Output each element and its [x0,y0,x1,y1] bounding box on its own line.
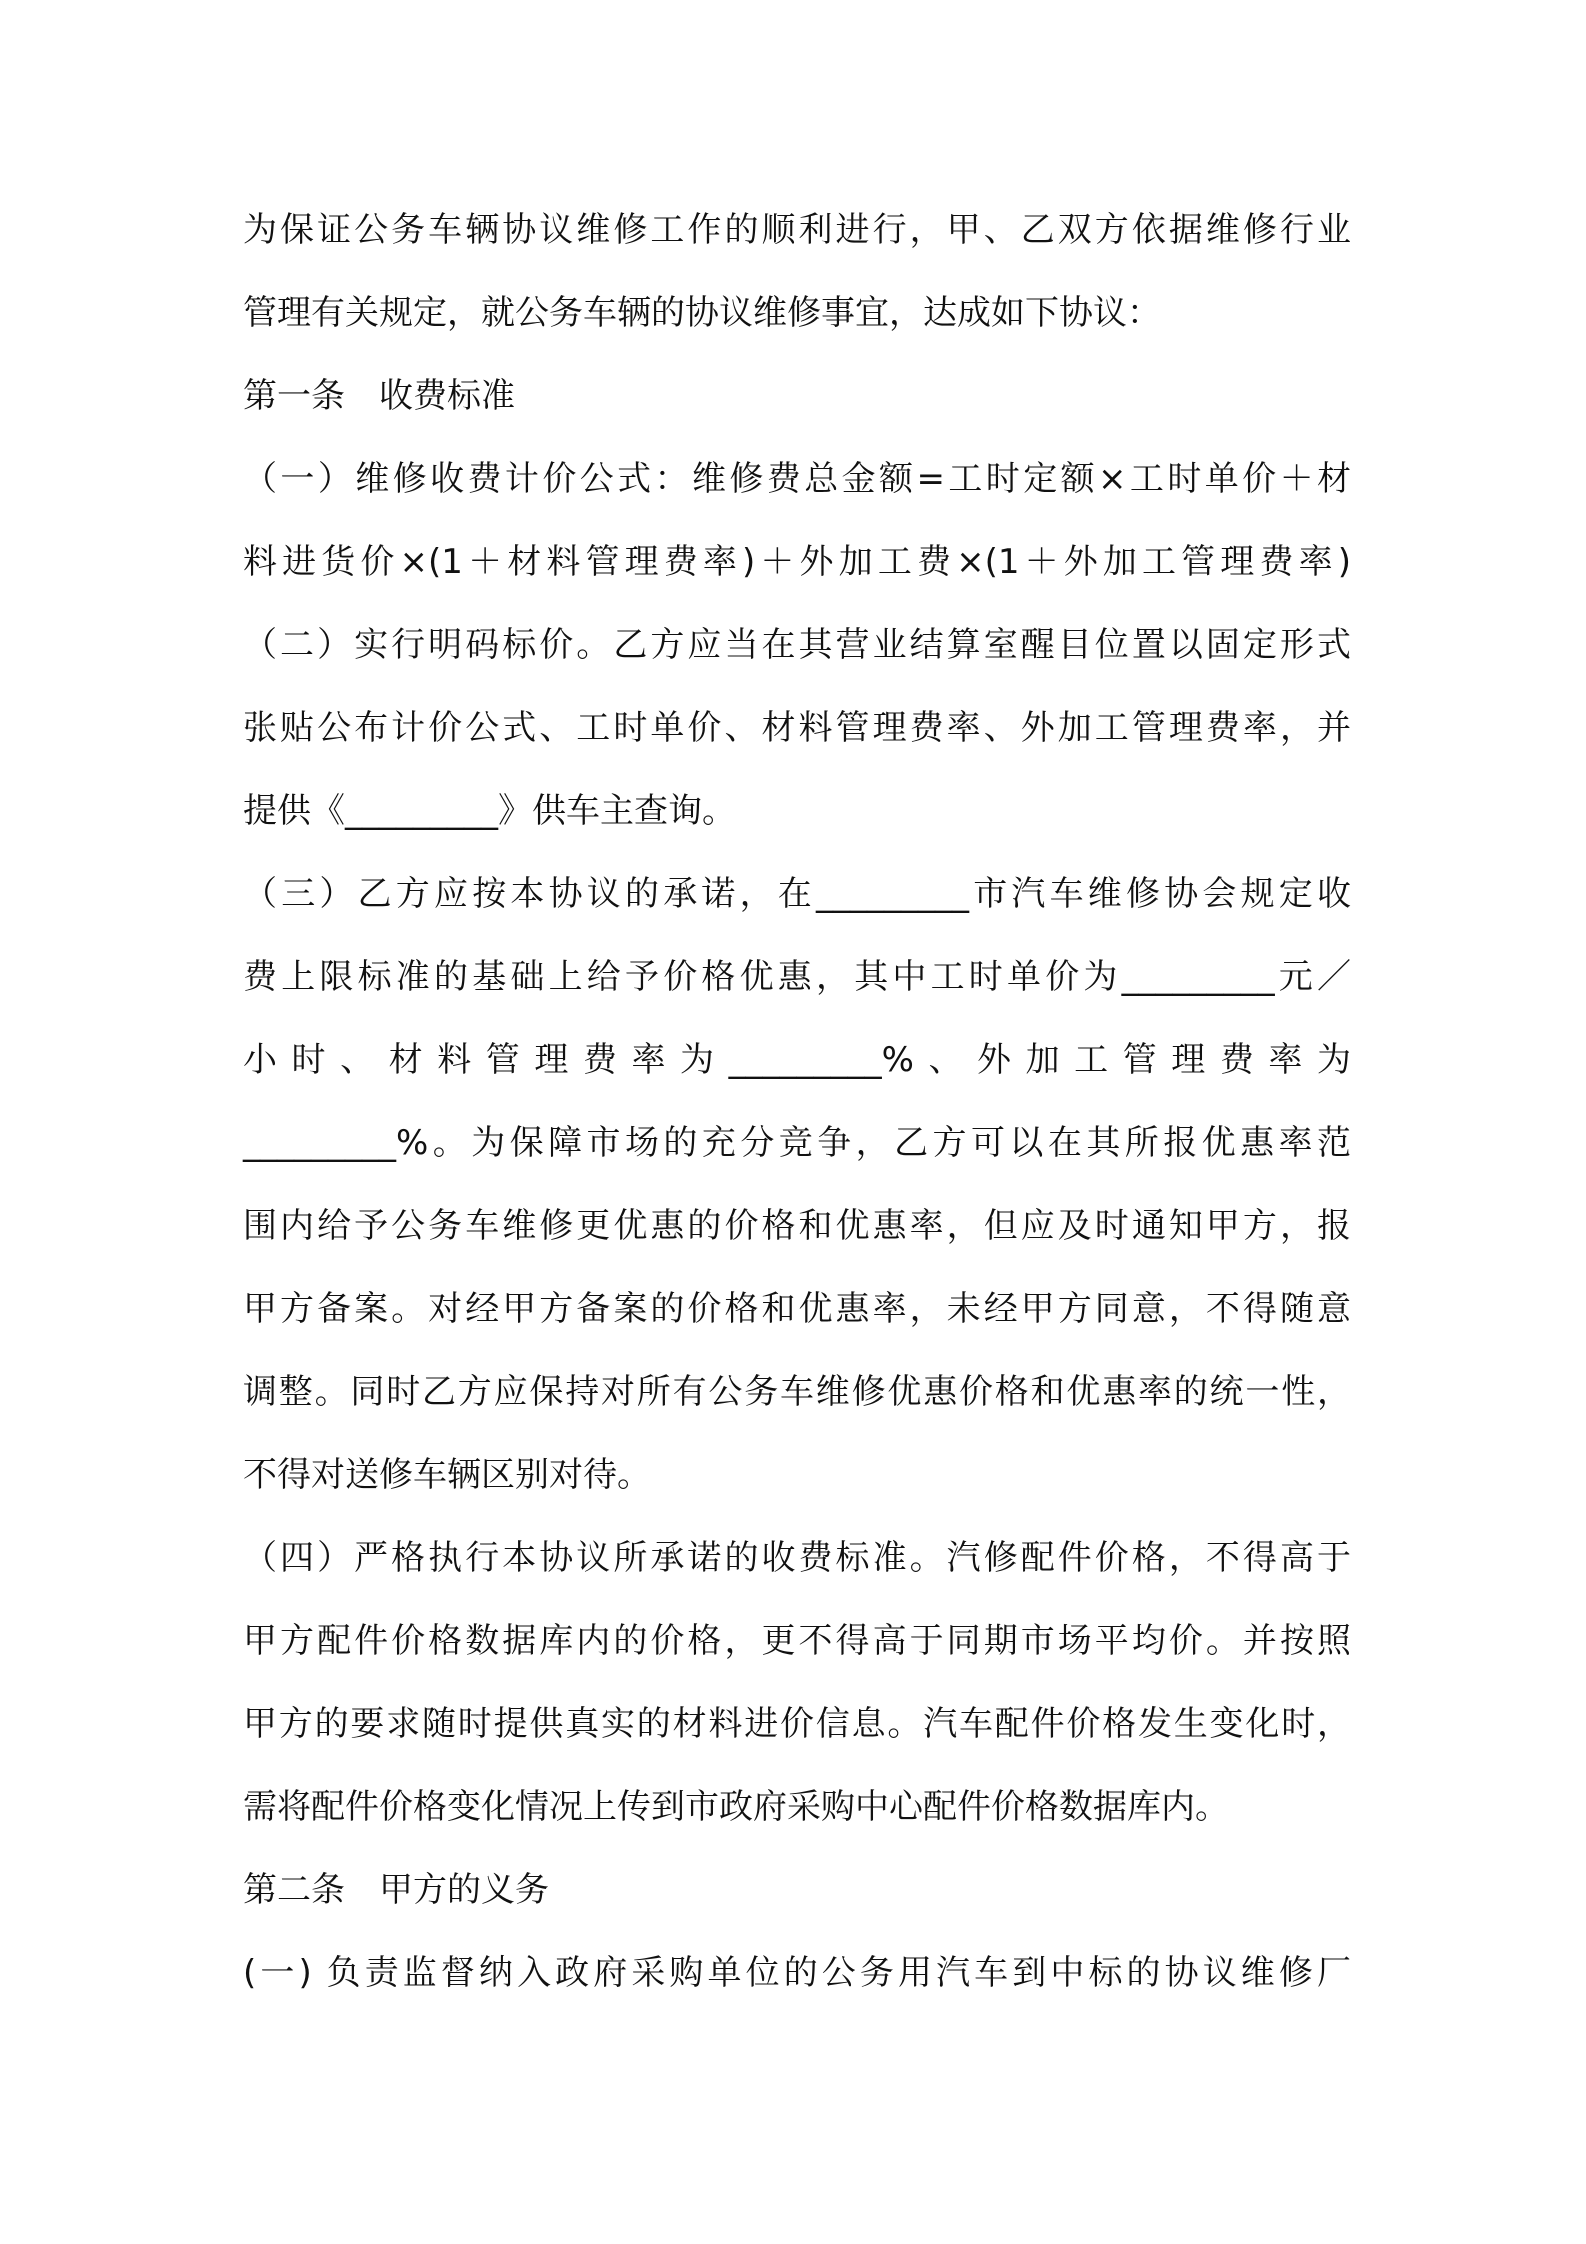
paragraph-line: 为保证公务车辆协议维修工作的顺利进行，甲、乙双方依据维修行业 [243,210,1351,250]
paragraph-line: 甲方备案。对经甲方备案的价格和优惠率，未经甲方同意，不得随意 [243,1289,1351,1329]
paragraph-line: 张贴公布计价公式、工时单价、材料管理费率、外加工管理费率，并 [243,708,1351,748]
article-heading: 第一条 收费标准 [243,376,515,416]
paragraph-line: 管理有关规定，就公务车辆的协议维修事宜，达成如下协议： [243,293,1161,333]
paragraph-line: 小时、材料管理费率为_________%、外加工管理费率为 [243,1040,1351,1080]
paragraph-line: 料进货价×(1＋材料管理费率)＋外加工费×(1＋外加工管理费率) [243,542,1351,582]
paragraph-line: 调整。同时乙方应保持对所有公务车维修优惠价格和优惠率的统一性， [243,1372,1351,1412]
paragraph-line: 提供《_________》供车主查询。 [243,791,736,831]
paragraph-line: （一）维修收费计价公式：维修费总金额=工时定额×工时单价＋材 [243,459,1351,499]
paragraph-line: 需将配件价格变化情况上传到市政府采购中心配件价格数据库内。 [243,1787,1229,1827]
paragraph-line: _________%。为保障市场的充分竞争，乙方可以在其所报优惠率范 [243,1123,1351,1163]
paragraph-line: （三）乙方应按本协议的承诺，在_________市汽车维修协会规定收 [243,874,1351,914]
paragraph-line: (一) 负责监督纳入政府采购单位的公务用汽车到中标的协议维修厂 [243,1953,1351,1993]
paragraph-line: 甲方配件价格数据库内的价格，更不得高于同期市场平均价。并按照 [243,1621,1351,1661]
paragraph-line: （四）严格执行本协议所承诺的收费标准。汽修配件价格，不得高于 [243,1538,1351,1578]
article-heading: 第二条 甲方的义务 [243,1870,549,1910]
paragraph-line: 甲方的要求随时提供真实的材料进价信息。汽车配件价格发生变化时， [243,1704,1351,1744]
paragraph-line: 费上限标准的基础上给予价格优惠，其中工时单价为_________元／ [243,957,1351,997]
paragraph-line: （二）实行明码标价。乙方应当在其营业结算室醒目位置以固定形式 [243,625,1351,665]
paragraph-line: 围内给予公务车维修更优惠的价格和优惠率，但应及时通知甲方，报 [243,1206,1351,1246]
paragraph-line: 不得对送修车辆区别对待。 [243,1455,651,1495]
